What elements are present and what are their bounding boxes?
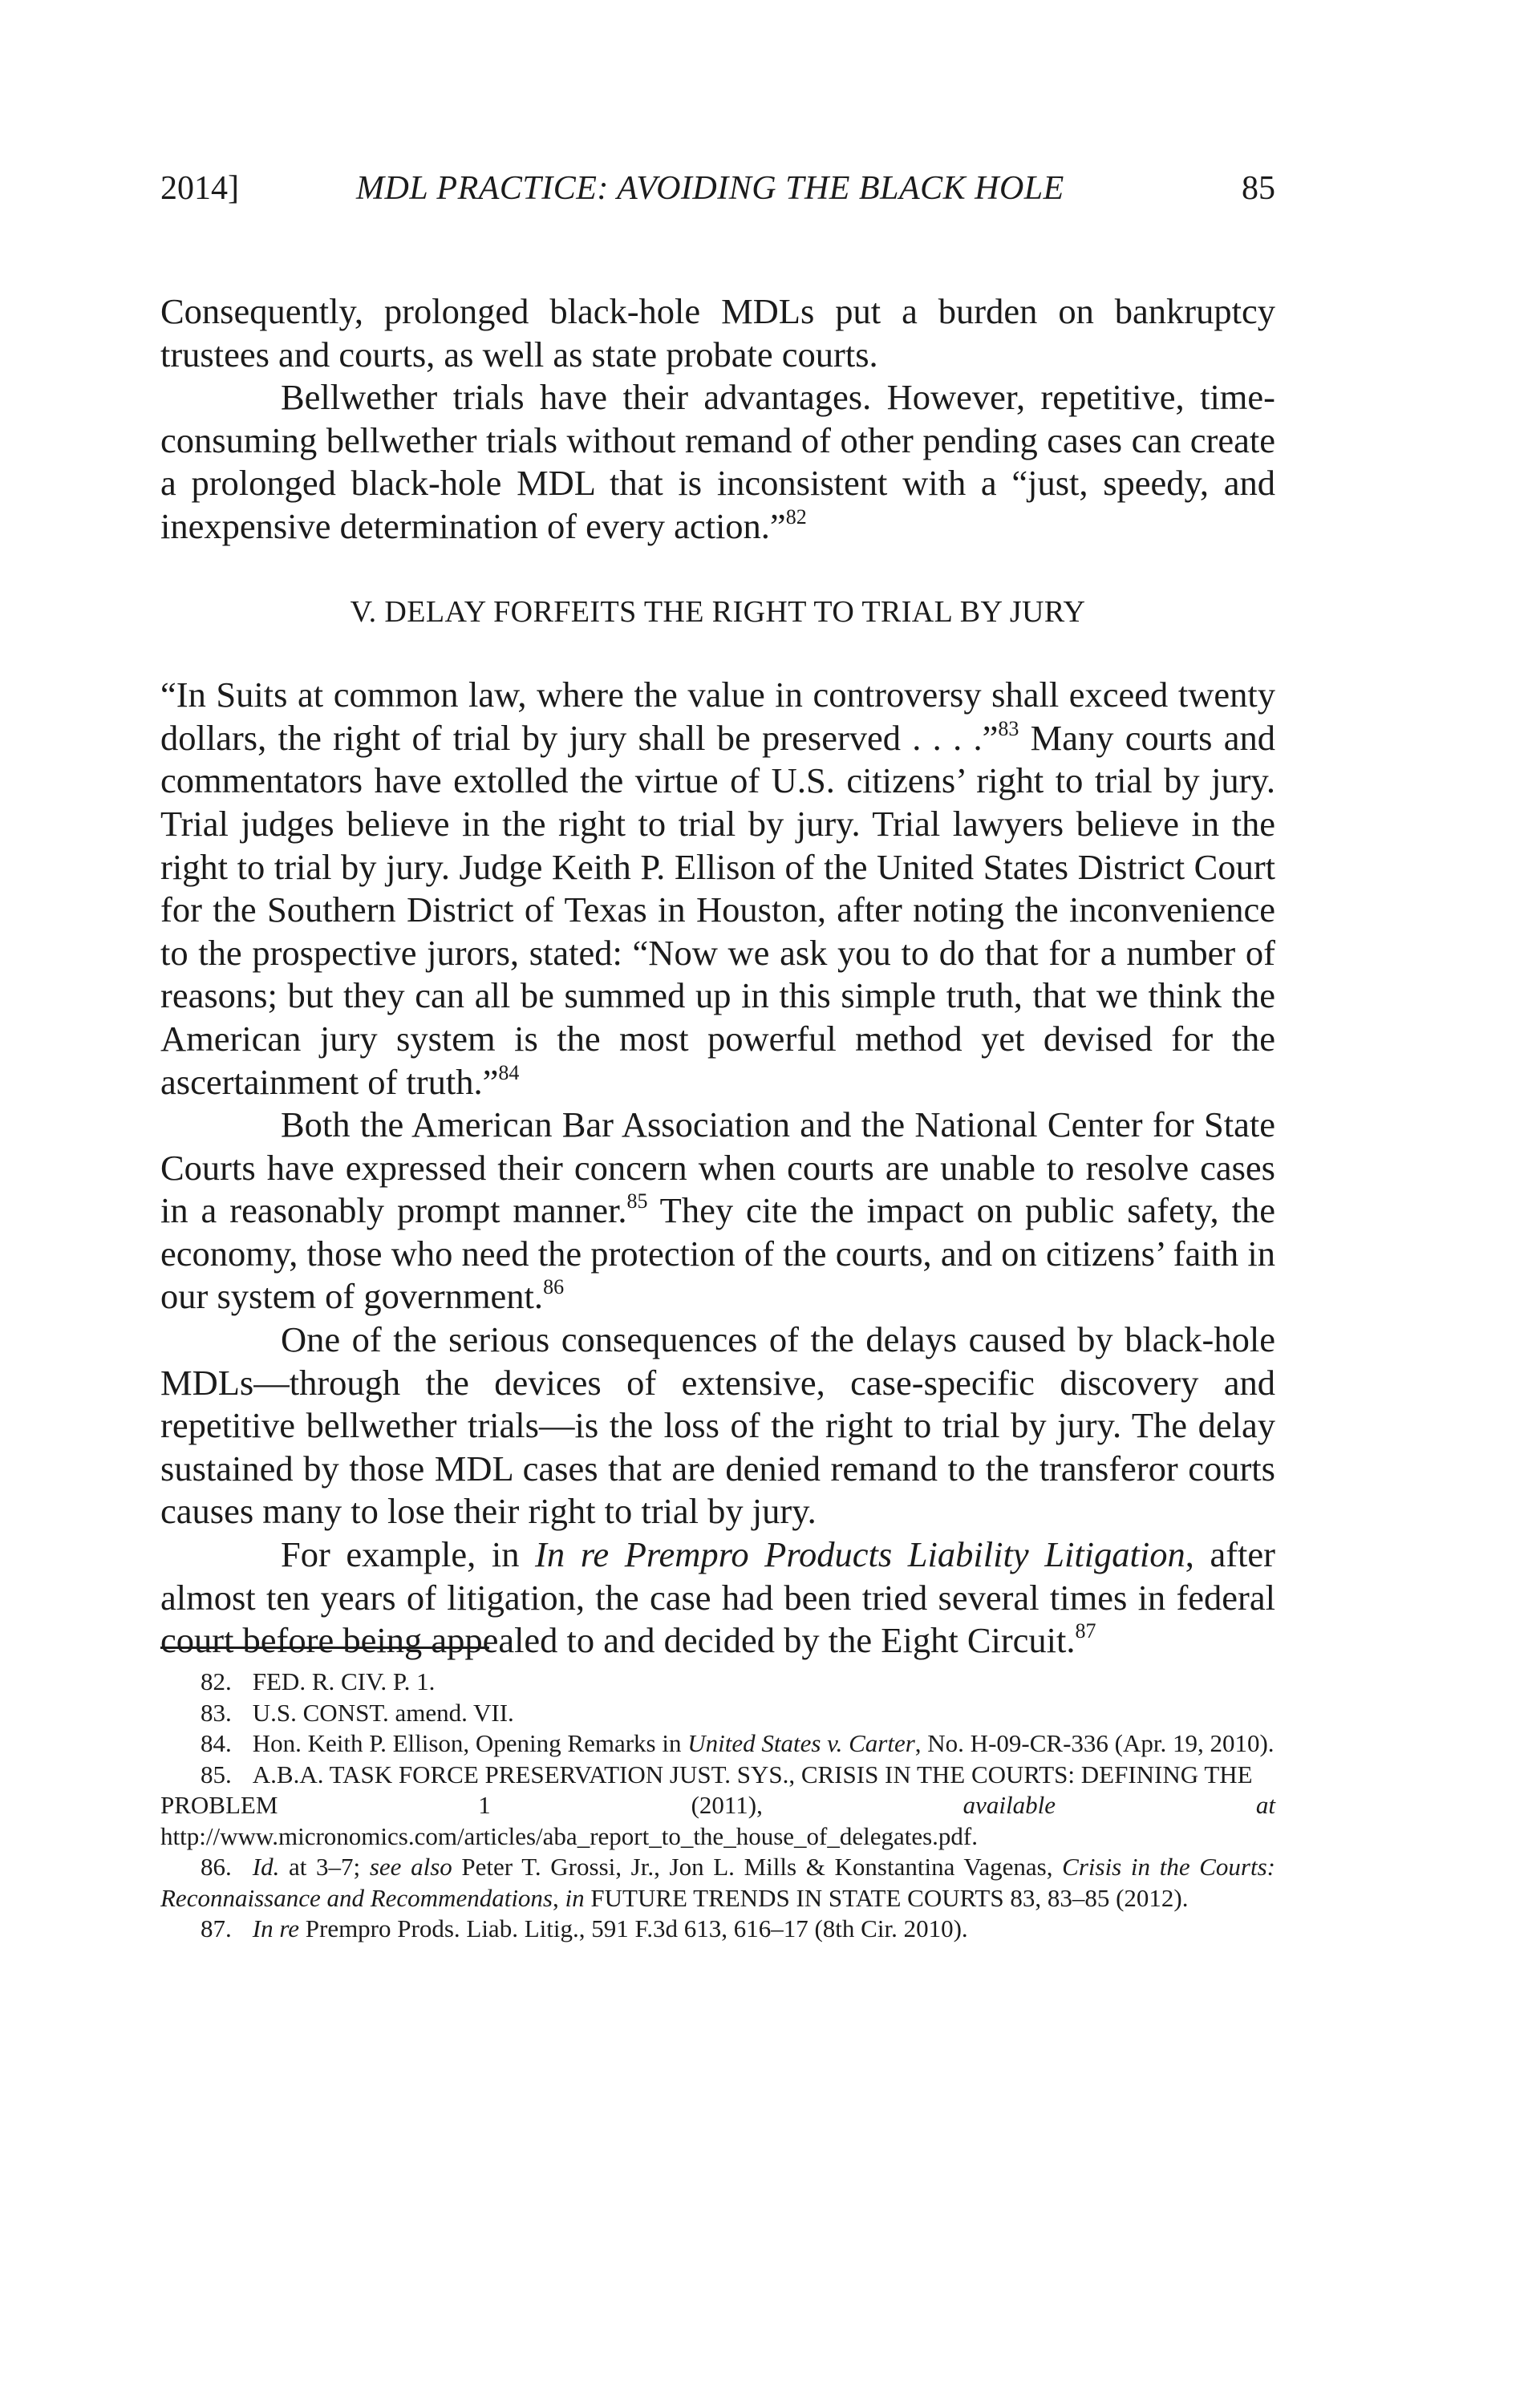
footnote-85-line-2: PROBLEM 1 (2011), available at [160, 1791, 1275, 1819]
case-name: In re Prempro Products Liability Litigation [535, 1534, 1185, 1575]
footnotes [160, 1667, 1275, 1945]
paragraph-3: “In Suits at common law, where the value in controversy shall exceed twenty dollars, the right of trial by jury shall be preserved . . . .”$^{83}$ Many courts and commentators have extolled the virtue of U.S. citizens’ right to trial by jury. Trial judges believe in the right to trial by jury. Trial lawyers believe in the right to trial by jury. Judge Keith P. Ellison of the United States District Court for the Southern District of Texas in Houston, after noting the inconvenience to the prospective jurors, stated: “Now we ask you to do that for a number of reasons; but they can all be summed up in this simple truth, that we think the American jury system is the most powerful method yet devised for the ascertainment of truth.”$^{84}$ [160, 674, 1275, 1102]
paragraph-1: Consequently, prolonged black-hole MDLs put a burden on bankruptcy trustees and courts, as well as state probate courts. [160, 291, 1275, 375]
paragraph-4: Both the American Bar Association and the National Center for State Courts have expressed their concern when courts are unable to resolve cases in a reasonably prompt manner.$^{85}$ They cite the impact on public safety, the economy, those who need the protection of the courts, and on citizens’ faith in our system of government.$^{86}$ [160, 1104, 1275, 1317]
footnote-ref-84[interactable]: 84 [498, 1060, 520, 1084]
paragraph-2: Bellwether trials have their advantages. However, repetitive, time-consuming bellwether trials without remand of other pending cases can create a prolonged black-hole MDL that is inconsistent with a “just, speedy, and inexpensive determination of every action.”$^{82}$ [160, 377, 1275, 546]
footnote-ref-86[interactable]: 86 [543, 1275, 565, 1299]
footnote-85-url[interactable]: http://www.micronomics.com/articles/aba_report_to_the_house_of_delegates.pdf. [160, 1821, 978, 1850]
paragraph-5: One of the serious consequences of the delays caused by black-hole MDLs—through the devices of extensive, case-specific discovery and repetitive bellwether trials—is the loss of the right to trial by jury. The delay sustained by those MDL cases that are denied remand to the transferor courts causes many to lose their right to trial by jury. [160, 1319, 1275, 1532]
page-number: 85 [1242, 170, 1275, 207]
article-body [160, 290, 1275, 1663]
footnote-ref-83[interactable]: 83 [998, 716, 1019, 740]
footnote-ref-85[interactable]: 85 [626, 1189, 648, 1213]
footnote-85: 85. A.B.A. TASK FORCE PRESERVATION JUST. SYS., CRISIS IN THE COURTS: DEFINING THE PROBLEM 1 (2011), available at http://www.micronomics.com/articles/aba_report_to_the_house_of_delegates.pdf. [160, 1760, 1275, 1853]
footnote-84: 84. Hon. Keith P. Ellison, Opening Remarks in United States v. Carter, No. H-09-CR-336 (Apr. 19, 2010). [201, 1729, 1275, 1757]
footnote-86: 86. Id. at 3–7; see also Peter T. Grossi, Jr., Jon L. Mills & Konstantina Vagenas, Crisis in the Courts: Reconnaissance and Recommendations, in FUTURE TRENDS IN STATE COURTS 83, 83–85 (2012). [160, 1853, 1275, 1912]
running-header [160, 164, 1275, 213]
footnote-divider [160, 1647, 489, 1649]
footnote-ref-87[interactable]: 87 [1075, 1619, 1096, 1643]
footnote-ref-82[interactable]: 82 [785, 504, 807, 529]
section-heading: V. DELAY FORFEITS THE RIGHT TO TRIAL BY JURY [350, 594, 1086, 629]
footnote-83: 83. U.S. CONST. amend. VII. [201, 1698, 514, 1727]
footnote-82: 82. FED. R. CIV. P. 1. [201, 1667, 436, 1695]
paragraph-6: For example, in In re Prempro Products Liability Litigation, after almost ten years of litigation, the case had been tried several times in federal court before being appealed to and decided by the Eight Circuit.$^{87}$ [160, 1534, 1275, 1661]
header-year: 2014] [160, 170, 239, 207]
footnote-87: 87. In re Prempro Prods. Liab. Litig., 591 F.3d 613, 616–17 (8th Cir. 2010). [201, 1914, 968, 1942]
header-title: MDL PRACTICE: AVOIDING THE BLACK HOLE [356, 170, 1064, 207]
